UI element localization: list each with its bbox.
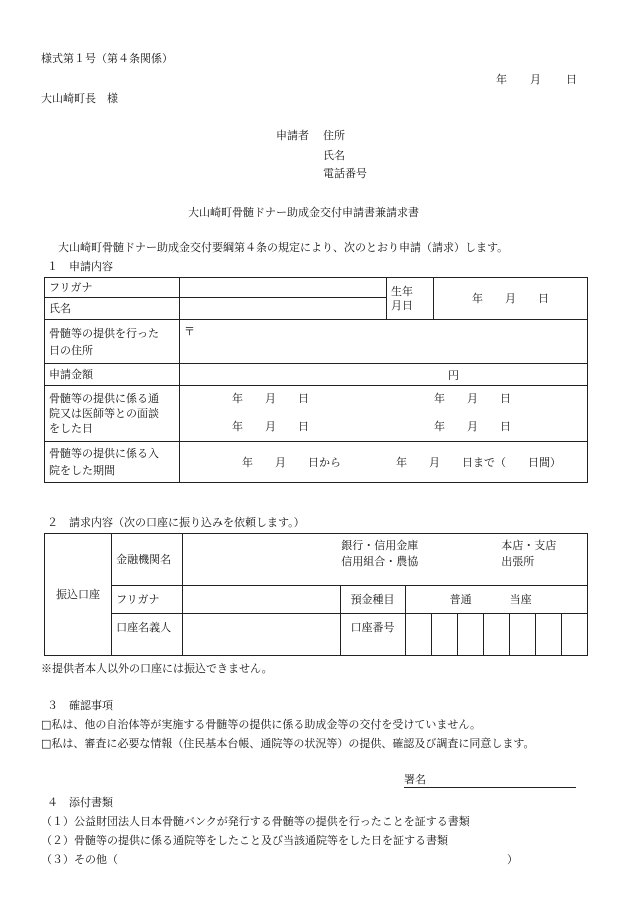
account-digit-7[interactable] bbox=[561, 614, 587, 656]
confirmation-check-2[interactable]: □私は、審査に必要な情報（住民基本台帳、通院等の状況等）の提供、確認及び調査に同意します。 bbox=[41, 737, 535, 750]
date-month: 月 bbox=[530, 73, 541, 86]
bank-types-2: 信用組合・農協 bbox=[341, 555, 419, 568]
section3-heading: ３ 確認事項 bbox=[47, 699, 113, 712]
date-year: 年 bbox=[496, 73, 507, 86]
account-furigana-label: フリガナ bbox=[112, 586, 183, 614]
bank-table bbox=[44, 533, 588, 656]
account-note: ※提供者本人以外の口座には振込できません。 bbox=[41, 662, 273, 675]
applicant-label: 申請者 bbox=[276, 129, 309, 142]
attachment-item-2: （２）骨髄等の提供に係る通院等をしたこと及び当該通院等をした日を証する書類 bbox=[41, 834, 448, 847]
deposit-current: 当座 bbox=[509, 593, 532, 606]
section1-heading: １ 申請内容 bbox=[47, 260, 113, 273]
applicant-address-label: 住所 bbox=[323, 129, 345, 142]
address-field[interactable] bbox=[180, 320, 588, 364]
form-number: 様式第１号（第４条関係） bbox=[41, 52, 173, 65]
deposit-ordinary: 普通 bbox=[449, 593, 472, 606]
applicant-phone-label: 電話番号 bbox=[323, 167, 367, 180]
bank-types-1: 銀行・信用金庫 bbox=[341, 539, 419, 552]
visit-date-4: 年 月 日 bbox=[434, 420, 511, 433]
account-digit-4[interactable] bbox=[483, 614, 509, 656]
attachment-item-3: （３）その他（ bbox=[41, 853, 118, 866]
section4-heading: ４ 添付書類 bbox=[47, 796, 113, 809]
branch-types-1: 本店・支店 bbox=[501, 539, 557, 552]
bank-name-label: 金融機関名 bbox=[112, 534, 183, 586]
account-furigana-field[interactable] bbox=[183, 586, 340, 614]
visit-label: 骨髄等の提供に係る通 院又は医師等との面談 をした日 bbox=[45, 386, 180, 442]
account-digit-6[interactable] bbox=[535, 614, 561, 656]
account-digit-2[interactable] bbox=[431, 614, 457, 656]
visit-date-1: 年 月 日 bbox=[232, 392, 309, 405]
application-table bbox=[44, 277, 588, 483]
birth-label: 生年 月日 bbox=[387, 278, 434, 320]
visit-dates-field[interactable] bbox=[180, 386, 588, 442]
furigana-label: フリガナ bbox=[45, 278, 180, 298]
account-number-label: 口座番号 bbox=[340, 614, 405, 656]
visit-date-2: 年 月 日 bbox=[434, 392, 511, 405]
account-holder-label: 口座名義人 bbox=[112, 614, 183, 656]
amount-field[interactable] bbox=[180, 364, 588, 386]
bank-name-field[interactable] bbox=[183, 534, 588, 586]
date-day: 日 bbox=[566, 73, 577, 86]
account-digit-3[interactable] bbox=[457, 614, 483, 656]
account-digit-5[interactable] bbox=[509, 614, 535, 656]
stay-label: 骨髄等の提供に係る入 院をした期間 bbox=[45, 442, 180, 483]
attachment-item-3-close: ） bbox=[507, 853, 518, 866]
confirmation-check-1[interactable]: □私は、他の自治体等が実施する骨髄等の提供に係る助成金等の交付を受けていません。 bbox=[41, 718, 482, 731]
transfer-account-label: 振込口座 bbox=[45, 534, 112, 656]
intro-text: 大山崎町骨髄ドナー助成金交付要綱第４条の規定により、次のとおり申請（請求）します。 bbox=[58, 241, 509, 254]
birth-date-field[interactable]: 年 月 日 bbox=[434, 278, 588, 320]
amount-unit: 円 bbox=[448, 369, 459, 382]
signature-label: 署名 bbox=[404, 773, 426, 786]
amount-label: 申請金額 bbox=[45, 364, 180, 386]
document-title: 大山崎町骨髄ドナー助成金交付申請書兼請求書 bbox=[188, 206, 419, 219]
deposit-type-field[interactable] bbox=[405, 586, 587, 614]
stay-period-field[interactable]: 年 月 日から 年 月 日まで（ 日間） bbox=[180, 442, 588, 483]
address-label: 骨髄等の提供を行った 日の住所 bbox=[45, 320, 180, 364]
account-holder-field[interactable] bbox=[183, 614, 340, 656]
applicant-name-label: 氏名 bbox=[323, 149, 345, 162]
account-digit-1[interactable] bbox=[405, 614, 431, 656]
name-label: 氏名 bbox=[45, 298, 180, 320]
attachment-item-1: （１）公益財団法人日本骨髄バンクが発行する骨髄等の提供を行ったことを証する書類 bbox=[41, 815, 470, 828]
name-field[interactable] bbox=[180, 298, 387, 320]
furigana-field[interactable] bbox=[180, 278, 387, 298]
postal-mark: 〒 bbox=[184, 325, 195, 338]
addressee: 大山崎町長 様 bbox=[41, 92, 118, 105]
deposit-type-label: 預金種目 bbox=[340, 586, 405, 614]
visit-date-3: 年 月 日 bbox=[232, 420, 309, 433]
branch-types-2: 出張所 bbox=[501, 555, 535, 568]
section2-heading: ２ 請求内容（次の口座に振り込みを依頼します。） bbox=[47, 516, 305, 529]
signature-field[interactable] bbox=[404, 773, 576, 788]
